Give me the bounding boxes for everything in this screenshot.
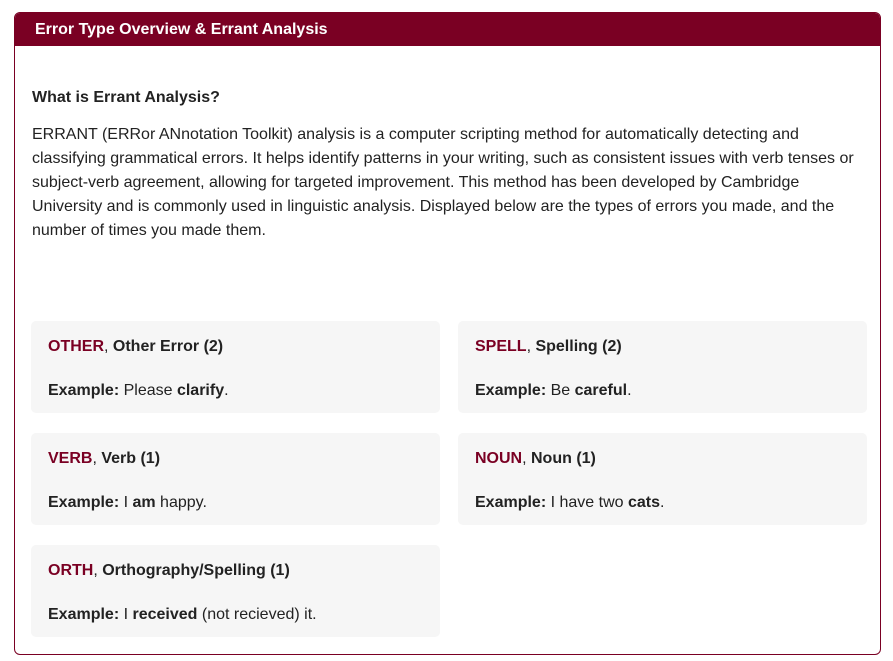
error-code: SPELL [475,338,527,355]
error-name: Orthography/Spelling (1) [102,562,290,579]
example-label: Example: [475,382,547,399]
error-name: Noun (1) [531,450,596,467]
example-label: Example: [48,382,120,399]
error-example [475,493,850,513]
error-card-title [48,561,423,581]
example-highlight: received [132,606,198,623]
error-name: Verb (1) [101,450,161,467]
example-highlight: clarify [176,382,225,399]
error-separator: , [93,562,103,579]
error-example [475,381,850,401]
error-separator: , [92,450,102,467]
error-code: NOUN [475,450,523,467]
example-highlight: careful [574,382,628,399]
error-card-orth [31,545,440,637]
error-example [48,381,423,401]
error-card-title [475,337,850,357]
error-card-noun [458,433,867,525]
error-code: VERB [48,450,93,467]
error-separator: , [104,338,113,355]
example-text-before: Please [119,382,177,399]
error-name: Spelling (2) [535,338,622,355]
example-text-before: I have two [546,494,628,511]
example-text-after: happy. [155,494,207,511]
error-card-verb [31,433,440,525]
example-text-after: . [627,382,632,399]
example-text-before: I [119,494,133,511]
example-label: Example: [475,494,547,511]
example-text-after: (not recieved) it. [197,606,317,623]
error-example [48,605,423,625]
example-highlight: am [132,494,156,511]
example-text-after: . [224,382,229,399]
error-separator: , [526,338,536,355]
error-card-title [475,449,850,469]
intro-description: ERRANT (ERRor ANnotation Toolkit) analysis is a computer scripting method for automatically detecting and classifying grammatical errors. It helps identify patterns in your writing, such as consistent issues with verb tenses or subject-verb agreement, allowing for targeted improvement. This method has been developed by Cambridge University and is commonly used in linguistic analysis. Displayed below are the types of errors you made, and the number of times you made them. [32,126,854,239]
error-separator: , [522,450,531,467]
panel-title: Error Type Overview & Errant Analysis [15,13,880,46]
error-card-spell [458,321,867,413]
error-overview-panel [14,12,881,655]
example-text-before: I [119,606,133,623]
panel-body [15,46,880,243]
example-text-before: Be [546,382,575,399]
error-card-title [48,337,423,357]
example-highlight: cats [627,494,660,511]
intro-heading: What is Errant Analysis? [32,89,220,106]
example-label: Example: [48,606,120,623]
error-example [48,493,423,513]
error-code: ORTH [48,562,94,579]
error-name: Other Error (2) [112,338,224,355]
example-label: Example: [48,494,120,511]
error-code: OTHER [48,338,104,355]
error-card-title [48,449,423,469]
error-card-other [31,321,440,413]
example-text-after: . [660,494,665,511]
